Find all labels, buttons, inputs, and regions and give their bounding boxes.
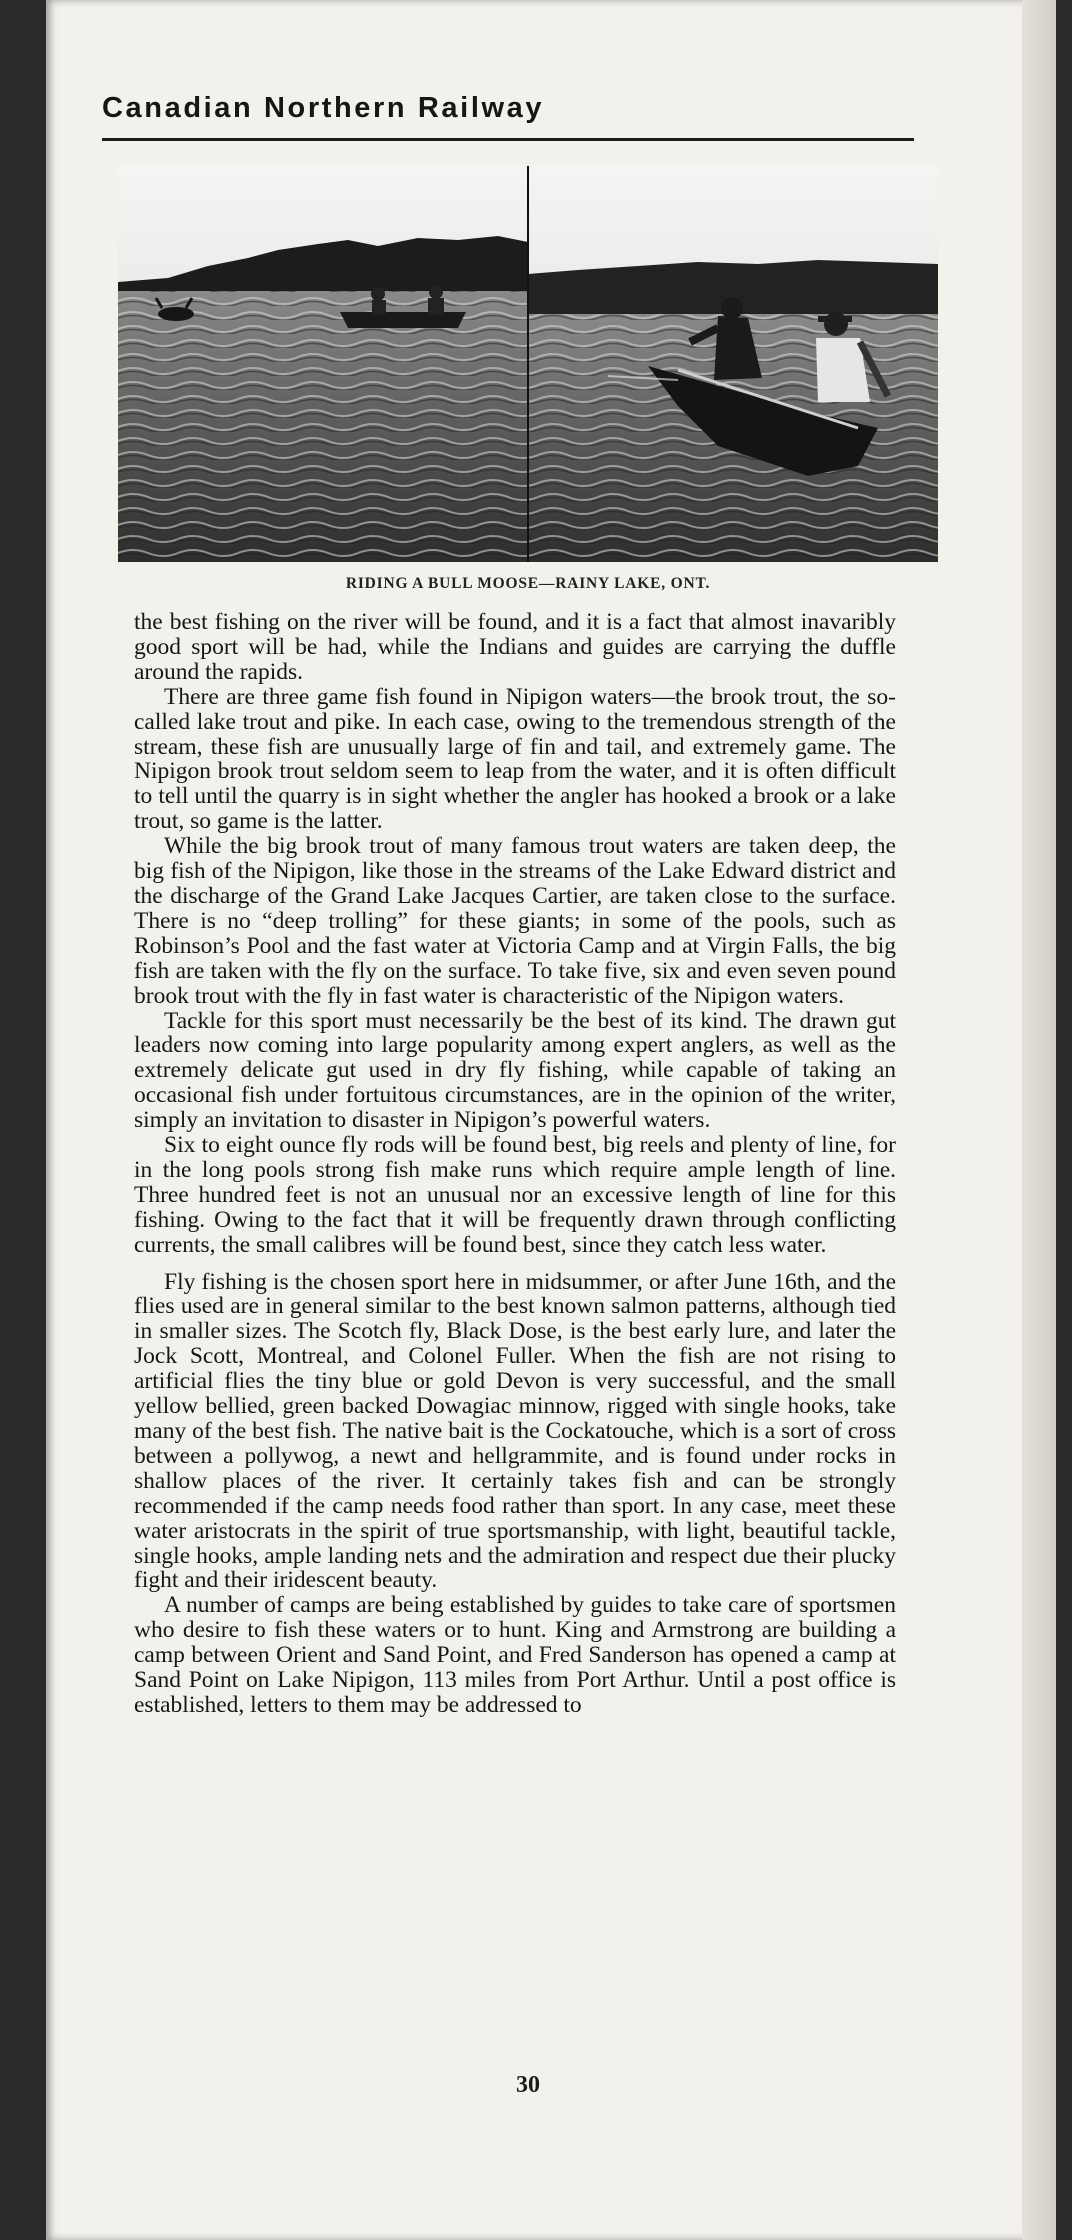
moose-photo — [118, 166, 938, 562]
paragraph: There are three game fish found in Nipigon waters—the brook trout, the so-called lake trout and pike. In each case, owing to the tremendous strength of the stream, these fish are unusually large of fin and tail, and extremely game. The Nipigon brook trout seldom seem to leap from the water, and it is often difficult to tell until the quarry is in sight whether the angler has hooked a brook or a lake trout, so game is the latter. — [134, 683, 896, 835]
photo-caption: RIDING A BULL MOOSE—RAINY LAKE, ONT. — [345, 575, 711, 592]
paragraph: Fly fishing is the chosen sport here in midsummer, or after June 16th, and the flies used are in general similar to the best known salmon patterns, although tied in smaller sizes. The Scotch fly, Black Dose, is the best early lure, and later the Jock Scott, Montreal, and Colonel Fuller. When the fish are not rising to artificial flies the tiny blue or gold Devon is very successful, and the small yellow bellied, green backed Dowagiac minnow, rigged with single hooks, take many of the best fish. The native bait is the Cockatouche, which is a sort of cross between a pollywog, a newt and hellgrammite, and is found under rocks in shallow places of the river. It certainly takes fish and can be strongly recommended if the camp needs food rather than sport. In any case, meet these water aristocrats in the spirit of true sportsmanship, with light, beautiful tackle, single hooks, ample landing nets and the admiration and respect due their plucky fight and their iridescent beauty. — [134, 1268, 896, 1594]
paragraph: Six to eight ounce fly rods will be found best, big reels and plenty of line, for in the long pools strong fish make runs which require ample length of line. Three hundred feet is not an unusual nor an excessive length of line for this fishing. Owing to the fact that it will be frequently drawn through conflicting currents, the small calibres will be found best, since they catch less water. — [134, 1132, 896, 1258]
header-rule — [102, 138, 914, 141]
paragraph: the best fishing on the river will be found, and it is a fact that almost inavaribly good sport will be had, while the Indians and guides are carrying the duffle around the rapids. — [134, 609, 896, 685]
article-body — [134, 610, 896, 1718]
paragraph: A number of camps are being established by guides to take care of sportsmen who desire to fish these waters or to hunt. King and Armstrong are building a camp between Orient and Sand Point, and Fred Sanderson has opened a camp at Sand Point on Lake Nipigon, 113 miles from Port Arthur. Until a post office is established, letters to them may be addressed to — [134, 1592, 896, 1718]
left-photo — [118, 166, 528, 562]
paragraph: While the big brook trout of many famous trout waters are taken deep, the big fish of the Nipigon, like those in the streams of the Lake Edward district and the discharge of the Grand Lake Jacques Cartier, are taken close to the surface. There is no “deep trolling” for these giants; in some of the pools, such as Robinson’s Pool and the fast water at Victoria Camp and at Virgin Falls, the big fish are taken with the fly on the surface. To take five, six and even seven pound brook trout with the fly in fast water is characteristic of the Nipigon waters. — [134, 833, 896, 1009]
running-header: Canadian Northern Railway — [102, 92, 545, 124]
page-edge — [1022, 0, 1056, 2240]
paragraph: Tackle for this sport must necessarily be the best of its kind. The drawn gut leaders now coming into large popularity among expert anglers, as well as the extremely delicate gut used in dry fly fishing, while capable of taking an occasional fish under fortuitous circumstances, are in the opinion of the writer, simply an invitation to disaster in Nipigon’s powerful waters. — [134, 1007, 896, 1134]
right-photo — [528, 166, 938, 562]
page-number: 30 — [516, 2072, 540, 2098]
